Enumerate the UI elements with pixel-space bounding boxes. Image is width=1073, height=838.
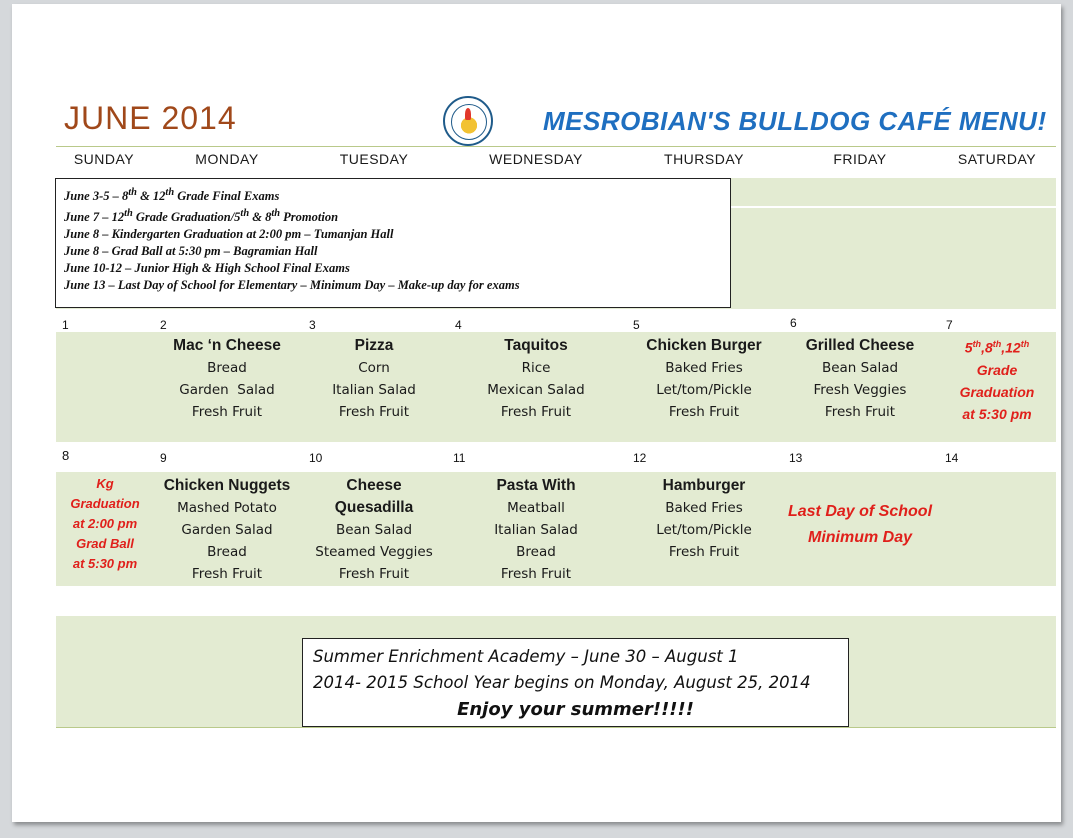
menu-main-dish: Cheese xyxy=(346,477,402,494)
menu-side: Fresh Fruit xyxy=(338,404,410,420)
day-number: 1 xyxy=(62,318,69,332)
menu-side: Fresh Fruit xyxy=(191,404,263,420)
menu-side: Fresh Fruit xyxy=(500,404,572,420)
menu-side: Bean Salad xyxy=(821,360,899,376)
month-title: JUNE 2014 xyxy=(64,100,237,136)
menu-main-dish: Grilled Cheese xyxy=(805,337,915,354)
menu-main-dish: Hamburger xyxy=(662,477,746,494)
day-number: 6 xyxy=(790,316,797,330)
menu-side: Mexican Salad xyxy=(487,382,585,398)
menu-side: Fresh Veggies xyxy=(813,382,907,398)
menu-side: Baked Fries xyxy=(665,500,743,516)
day-number: 5 xyxy=(633,318,640,332)
menu-side: Fresh Fruit xyxy=(500,566,572,582)
day-number: 3 xyxy=(309,318,316,332)
saturday-graduation-note: 5th,8th,12th Grade Graduation at 5:30 pm xyxy=(959,339,1035,422)
event-line: June 3-5 – 8th & 12th Grade Final Exams xyxy=(64,187,280,204)
day-number: 11 xyxy=(453,451,466,465)
menu-side: Fresh Fruit xyxy=(824,404,896,420)
event-line: June 10-12 – Junior High & High School Final Exams xyxy=(64,261,350,276)
sunday-kg-grad-note: Kg Graduation at 2:00 pm Grad Ball at 5:30 pm xyxy=(70,476,140,571)
menu-main-dish: Chicken Nuggets xyxy=(163,477,291,494)
menu-monday-w1 xyxy=(152,335,302,423)
day-number: 14 xyxy=(945,451,959,465)
day-number: 9 xyxy=(160,451,167,465)
menu-side: Fresh Fruit xyxy=(338,566,410,582)
week0-divider xyxy=(731,206,1056,208)
events-box xyxy=(55,178,731,308)
menu-friday-w1 xyxy=(785,335,935,423)
menu-wednesday-w2 xyxy=(456,475,616,585)
menu-main-dish: Mac ‘n Cheese xyxy=(173,337,281,354)
menu-side: Steamed Veggies xyxy=(315,544,433,560)
menu-side: Corn xyxy=(358,360,390,376)
menu-side: Bread xyxy=(516,544,556,560)
dayname-sunday: SUNDAY xyxy=(73,151,135,167)
day-number: 7 xyxy=(946,318,953,332)
menu-side: Garden Salad xyxy=(179,382,275,398)
menu-side: Garden Salad xyxy=(181,522,273,538)
menu-tuesday-w2 xyxy=(300,475,448,585)
menu-side: Fresh Fruit xyxy=(191,566,263,582)
dayname-saturday: SATURDAY xyxy=(957,151,1037,167)
menu-side: Italian Salad xyxy=(332,382,416,398)
event-line: June 8 – Kindergarten Graduation at 2:00 pm – Tumanjan Hall xyxy=(64,227,394,242)
notice-enjoy-summer: Enjoy your summer!!!!! xyxy=(457,699,694,720)
menu-monday-w2 xyxy=(147,475,307,585)
dayname-thursday: THURSDAY xyxy=(664,151,744,167)
cafe-menu-title: MESROBIAN'S BULLDOG CAFÉ MENU! xyxy=(543,106,1047,136)
dayname-monday: MONDAY xyxy=(195,151,259,167)
menu-side: Bean Salad xyxy=(335,522,413,538)
menu-side: Baked Fries xyxy=(665,360,743,376)
event-line: June 7 – 12th Grade Graduation/5th & 8th Promotion xyxy=(64,208,339,225)
friday-last-day-note: Last Day of School Minimum Day xyxy=(787,503,933,546)
menu-tuesday-w1 xyxy=(300,335,448,423)
menu-side: Mashed Potato xyxy=(177,500,277,516)
day-number: 8 xyxy=(62,448,70,463)
menu-side: Bread xyxy=(207,360,247,376)
menu-main-dish: Pizza xyxy=(354,337,394,354)
menu-thursday-w1 xyxy=(624,335,784,423)
menu-side: Bread xyxy=(207,544,247,560)
event-line: June 8 – Grad Ball at 5:30 pm – Bagramian Hall xyxy=(64,244,318,259)
menu-main-dish: Pasta With xyxy=(496,477,576,494)
summer-notice-box xyxy=(302,638,849,727)
day-number: 12 xyxy=(633,451,647,465)
bottom-rule xyxy=(56,727,1056,728)
school-seal-logo xyxy=(443,96,493,146)
event-line: June 13 – Last Day of School for Elementary – Minimum Day – Make-up day for exams xyxy=(64,278,520,293)
menu-side: Fresh Fruit xyxy=(668,544,740,560)
day-number: 2 xyxy=(160,318,167,332)
menu-side: Fresh Fruit xyxy=(668,404,740,420)
dayname-tuesday: TUESDAY xyxy=(339,151,409,167)
menu-main-dish: Chicken Burger xyxy=(646,337,762,354)
day-number: 10 xyxy=(309,451,323,465)
notice-school-year: 2014- 2015 School Year begins on Monday, August 25, 2014 xyxy=(313,673,811,692)
menu-thursday-w2 xyxy=(624,475,784,563)
menu-wednesday-w1 xyxy=(456,335,616,423)
menu-main-dish: Quesadilla xyxy=(334,499,414,516)
dayname-friday: FRIDAY xyxy=(833,151,887,167)
menu-side: Let/tom/Pickle xyxy=(656,382,752,398)
menu-main-dish: Taquitos xyxy=(504,337,568,354)
menu-side: Italian Salad xyxy=(494,522,578,538)
notice-summer-academy: Summer Enrichment Academy – June 30 – August 1 xyxy=(313,647,739,666)
header-rule xyxy=(56,146,1056,147)
menu-side: Let/tom/Pickle xyxy=(656,522,752,538)
day-number: 13 xyxy=(789,451,803,465)
menu-side: Meatball xyxy=(507,500,565,516)
dayname-wednesday: WEDNESDAY xyxy=(489,151,583,167)
day-number: 4 xyxy=(455,318,462,332)
menu-side: Rice xyxy=(521,360,551,376)
